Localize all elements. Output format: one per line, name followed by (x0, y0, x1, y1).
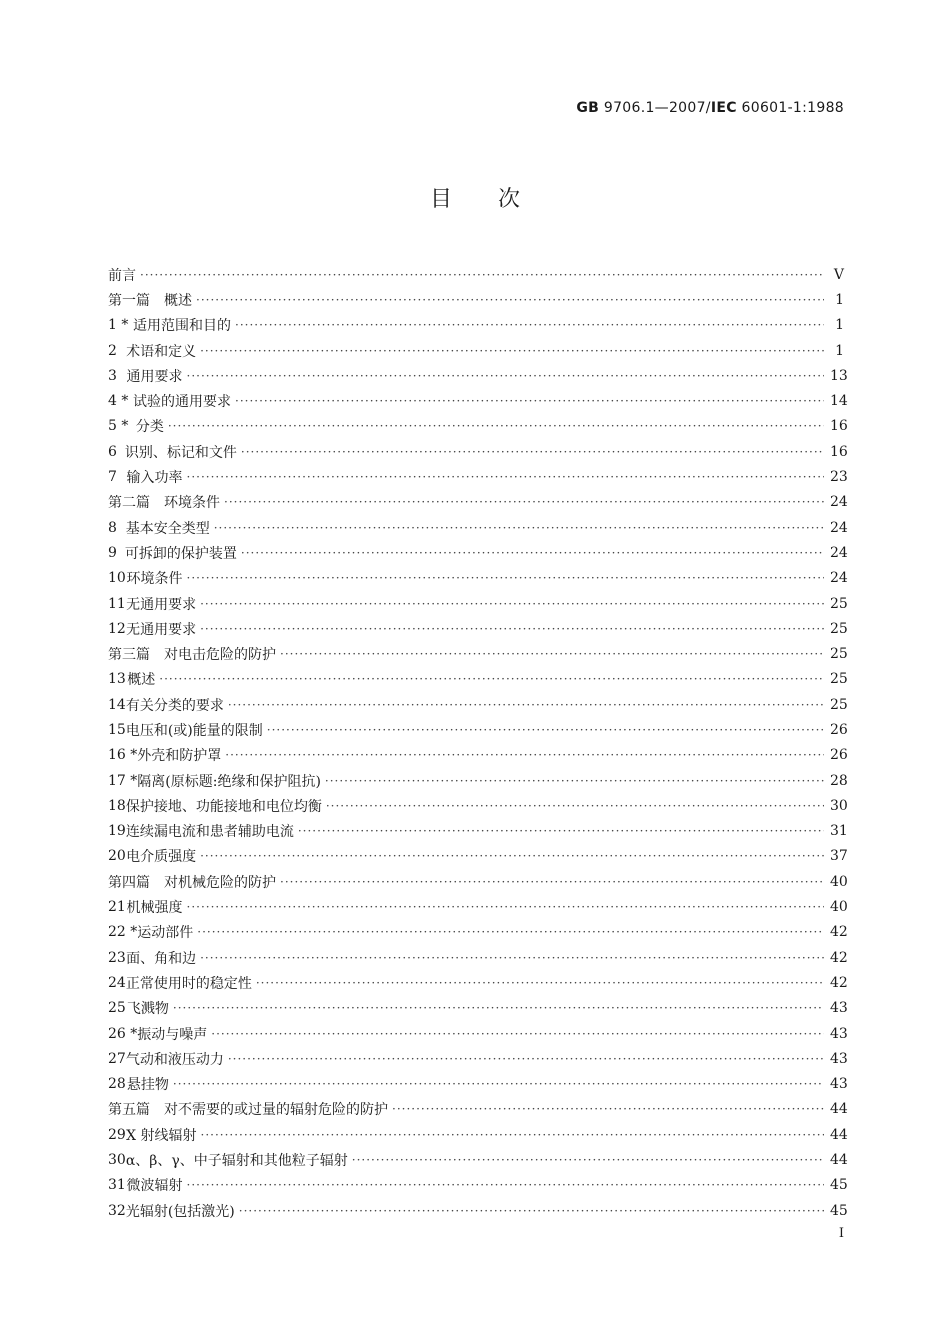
toc-leader-dots (187, 901, 824, 913)
toc-entry-number: 4 * (108, 393, 129, 410)
toc-entry-page: 44 (830, 1126, 848, 1143)
toc-leader-dots (197, 926, 824, 938)
toc-entry[interactable] (108, 1198, 848, 1223)
toc-entry-page: 1 (835, 342, 844, 359)
toc-entry-page: 25 (830, 671, 848, 688)
toc-entry-number: 21 (108, 899, 126, 916)
toc-entry[interactable] (108, 1097, 848, 1122)
toc-leader-dots (173, 1078, 824, 1090)
toc-entry-label: 可拆卸的保护装置 (124, 545, 237, 562)
toc-entry-number: 17 * (108, 772, 138, 789)
toc-entry-number: 6 (108, 443, 117, 460)
toc-entry[interactable] (108, 414, 848, 439)
toc-entry[interactable] (108, 1147, 848, 1172)
toc-entry-number: 20 (108, 848, 126, 865)
toc-entry-number: 24 (108, 974, 126, 991)
toc-entry-page: 40 (830, 873, 848, 890)
toc-entry-label: 电介质强度 (126, 849, 197, 866)
toc-entry[interactable] (108, 363, 848, 388)
toc-leader-dots (325, 775, 824, 787)
toc-leader-dots (173, 1002, 824, 1014)
page-number: I (838, 1226, 844, 1241)
header-standard-prefix: GB (576, 100, 600, 116)
toc-entry-page: 25 (830, 620, 848, 637)
toc-leader-dots (228, 699, 824, 711)
toc-entry[interactable] (108, 338, 844, 363)
header-standard-number: 9706.1—2007/ (603, 100, 711, 116)
toc-entry[interactable] (108, 591, 848, 616)
toc-entry-page: 13 (830, 367, 848, 384)
toc-entry-number: 13 (108, 671, 126, 688)
toc-entry-number: 16 * (108, 747, 138, 764)
toc-entry-label: 振动与噪声 (137, 1026, 208, 1043)
toc-entry-number: 23 (108, 949, 126, 966)
toc-entry[interactable] (108, 566, 848, 591)
toc-entry-label: 飞溅物 (126, 1001, 169, 1018)
title-char-1: 目 (429, 187, 452, 212)
toc-entry-label: 外壳和防护罩 (137, 748, 222, 765)
toc-entry-label: 无通用要求 (126, 621, 197, 638)
toc-entry-label: 适用范围和目的 (133, 318, 231, 335)
toc-entry-page: 23 (830, 469, 848, 486)
toc-entry-label: 通用要求 (126, 368, 183, 385)
toc-entry-page: 25 (830, 696, 848, 713)
toc-entry-page: 42 (830, 949, 848, 966)
toc-entry[interactable] (108, 490, 848, 515)
toc-entry-page: 16 (830, 443, 848, 460)
toc-entry[interactable] (108, 1046, 848, 1071)
toc-leader-dots (280, 648, 824, 660)
toc-leader-dots (241, 547, 824, 559)
document-header (576, 100, 844, 116)
toc-entry-page: 25 (830, 595, 848, 612)
toc-entry-page: 1 (835, 317, 844, 334)
toc-entry-number: 29 (108, 1126, 126, 1143)
toc-entry-page: 37 (830, 848, 848, 865)
toc-entry-label: 微波辐射 (126, 1178, 183, 1195)
toc-entry-page: 42 (830, 924, 848, 941)
toc-leader-dots (256, 977, 824, 989)
toc-entry-number: 1 * (108, 317, 129, 334)
toc-entry-label: 悬挂物 (126, 1077, 169, 1094)
toc-entry-number: 26 * (108, 1025, 138, 1042)
toc-leader-dots (159, 673, 824, 685)
toc-entry-number: 3 (108, 367, 117, 384)
toc-entry-label: 连续漏电流和患者辅助电流 (125, 824, 294, 841)
toc-leader-dots (235, 395, 824, 407)
toc-entry-page: 24 (830, 519, 848, 536)
toc-entry-label: 第四篇 对机械危险的防护 (108, 874, 276, 891)
toc-entry-number: 9 (108, 544, 117, 561)
toc-entry[interactable] (108, 388, 848, 413)
toc-entry-label: 第二篇 环境条件 (108, 495, 220, 512)
toc-leader-dots (187, 572, 824, 584)
toc-entry[interactable] (108, 1072, 848, 1097)
toc-leader-dots (200, 623, 824, 635)
toc-leader-dots (201, 1129, 824, 1141)
toc-entry-page: 25 (830, 646, 848, 663)
toc-entry-label: 电压和(或)能量的限制 (125, 722, 263, 739)
toc-leader-dots (187, 1179, 824, 1191)
toc-entry-number: 12 (108, 620, 126, 637)
toc-entry[interactable] (108, 743, 848, 768)
toc-entry-number: 5 * (108, 418, 129, 435)
page-title (0, 182, 950, 213)
toc-entry-page: 28 (830, 772, 848, 789)
toc-entry-number: 2 (108, 342, 117, 359)
toc-entry-page: 30 (830, 797, 848, 814)
toc-entry-page: 26 (830, 747, 848, 764)
toc-leader-dots (214, 522, 824, 534)
toc-entry[interactable] (108, 819, 848, 844)
toc-entry-label: 试验的通用要求 (133, 394, 231, 411)
toc-entry-page: 24 (830, 570, 848, 587)
toc-entry-number: 18 (108, 797, 126, 814)
toc-entry-label: 基本安全类型 (125, 520, 210, 537)
toc-entry-number: 25 (108, 1000, 126, 1017)
toc-entry[interactable] (108, 540, 848, 565)
toc-leader-dots (298, 825, 824, 837)
toc-leader-dots (228, 1053, 824, 1065)
toc-leader-dots (187, 471, 824, 483)
toc-entry-page: 44 (830, 1101, 848, 1118)
toc-entry[interactable] (108, 768, 848, 793)
toc-entry[interactable] (108, 869, 848, 894)
toc-entry[interactable] (108, 1122, 848, 1147)
toc-entry-number: 11 (108, 595, 126, 612)
toc-entry-label: 第五篇 对不需要的或过量的辐射危险的防护 (108, 1102, 388, 1119)
toc-entry[interactable] (108, 945, 848, 970)
toc-entry-number: 30 (108, 1152, 126, 1169)
toc-entry[interactable] (108, 717, 848, 742)
toc-leader-dots (392, 1103, 824, 1115)
toc-entry-label: 气动和液压动力 (125, 1051, 224, 1068)
toc-leader-dots (241, 446, 824, 458)
toc-leader-dots (140, 269, 824, 281)
toc-entry-number: 22 * (108, 924, 138, 941)
header-iec: IEC (710, 100, 737, 116)
toc-entry[interactable] (108, 844, 848, 869)
toc-entry-label: 保护接地、功能接地和电位均衡 (125, 798, 322, 815)
toc-entry[interactable] (108, 970, 848, 995)
toc-leader-dots (235, 319, 824, 331)
toc-entry-label: X 射线辐射 (126, 1127, 197, 1144)
toc-entry-number: 31 (108, 1177, 126, 1194)
toc-leader-dots (200, 952, 824, 964)
toc-entry-label: 第一篇 概述 (108, 292, 192, 309)
toc-entry-label: 有关分类的要求 (125, 697, 224, 714)
toc-entry-label: 概述 (127, 672, 156, 689)
toc-entry[interactable] (108, 1173, 848, 1198)
toc-entry-number: 14 (108, 696, 126, 713)
toc-entry-label: 术语和定义 (126, 343, 197, 360)
toc-entry-page: 16 (830, 418, 848, 435)
toc-leader-dots (168, 420, 824, 432)
toc-entry-number: 10 (108, 570, 126, 587)
toc-entry-page: 45 (830, 1202, 848, 1219)
toc-entry-number: 8 (108, 519, 117, 536)
toc-entry-number: 28 (108, 1076, 126, 1093)
toc-entry[interactable] (108, 262, 844, 287)
toc-entry-label: 光辐射(包括激光) (125, 1203, 235, 1220)
toc-entry-page: 43 (830, 1000, 848, 1017)
toc-entry[interactable] (108, 616, 848, 641)
toc-entry-number: 27 (108, 1050, 126, 1067)
toc-entry-label: 分类 (135, 419, 164, 436)
toc-entry[interactable] (108, 1021, 848, 1046)
toc-entry[interactable] (108, 894, 848, 919)
toc-entry-number: 19 (108, 823, 126, 840)
toc-leader-dots (225, 749, 824, 761)
toc-entry-number: 15 (108, 721, 126, 738)
toc-entry[interactable] (108, 439, 848, 464)
toc-leader-dots (200, 850, 824, 862)
toc-entry-page: V (833, 266, 844, 283)
toc-leader-dots (239, 1205, 824, 1217)
toc-entry-label: 隔离(原标题:绝缘和保护阻抗) (137, 773, 321, 790)
toc-entry[interactable] (108, 793, 848, 818)
toc-entry-page: 1 (835, 291, 844, 308)
toc-entry-page: 43 (830, 1076, 848, 1093)
toc-entry-label: 识别、标记和文件 (124, 444, 237, 461)
toc-entry[interactable] (108, 515, 848, 540)
toc-entry-page: 24 (830, 494, 848, 511)
toc-entry[interactable] (108, 287, 844, 312)
toc-entry-label: 运动部件 (137, 925, 194, 942)
toc-entry[interactable] (108, 920, 848, 945)
toc-entry[interactable] (108, 641, 848, 666)
toc-entry-page: 45 (830, 1177, 848, 1194)
toc-entry[interactable] (108, 313, 844, 338)
toc-entry-page: 44 (830, 1152, 848, 1169)
toc-entry-page: 40 (830, 899, 848, 916)
toc-entry[interactable] (108, 996, 848, 1021)
toc-entry-page: 24 (830, 544, 848, 561)
toc-leader-dots (211, 1028, 824, 1040)
toc-entry-label: 前言 (108, 267, 136, 284)
toc-entry-label: 机械强度 (126, 900, 183, 917)
toc-entry-page: 26 (830, 721, 848, 738)
toc-entry-label: 无通用要求 (126, 596, 197, 613)
toc-leader-dots (187, 370, 824, 382)
toc-entry-page: 14 (830, 393, 848, 410)
header-iec-number: 60601-1:1988 (741, 100, 844, 116)
title-char-2: 次 (498, 187, 521, 212)
toc-leader-dots (196, 294, 824, 306)
toc-entry-page: 43 (830, 1025, 848, 1042)
toc-leader-dots (200, 345, 824, 357)
toc-entry-label: 第三篇 对电击危险的防护 (108, 647, 276, 664)
toc-entry-page: 43 (830, 1050, 848, 1067)
toc-entry[interactable] (108, 667, 848, 692)
toc-leader-dots (352, 1154, 824, 1166)
toc-entry-label: 输入功率 (126, 470, 183, 487)
toc-entry-label: 环境条件 (126, 571, 183, 588)
toc-entry-label: 正常使用时的稳定性 (125, 975, 252, 992)
toc-leader-dots (200, 598, 824, 610)
toc-entry[interactable] (108, 464, 848, 489)
toc-leader-dots (326, 800, 824, 812)
table-of-contents (108, 262, 848, 1223)
toc-leader-dots (280, 876, 824, 888)
toc-leader-dots (267, 724, 824, 736)
toc-leader-dots (224, 496, 824, 508)
toc-entry-label: α、β、γ、中子辐射和其他粒子辐射 (125, 1153, 348, 1170)
toc-entry-number: 32 (108, 1202, 126, 1219)
toc-entry[interactable] (108, 692, 848, 717)
toc-entry-page: 42 (830, 974, 848, 991)
toc-entry-number: 7 (108, 469, 117, 486)
toc-entry-label: 面、角和边 (126, 950, 197, 967)
toc-entry-page: 31 (830, 823, 848, 840)
